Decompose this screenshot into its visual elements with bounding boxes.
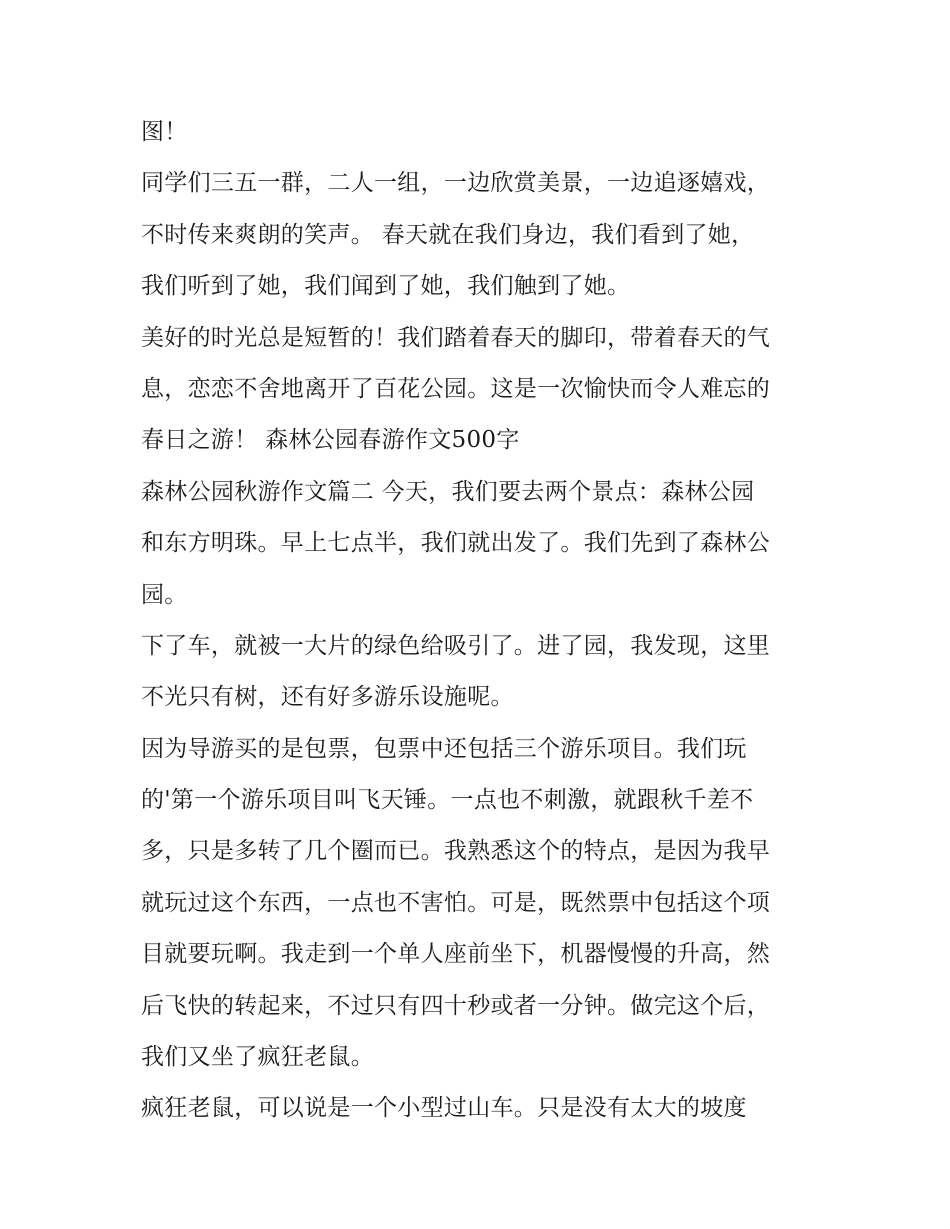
text-line: 因为导游买的是包票，包票中还包括三个游乐项目。我们玩 <box>141 735 747 762</box>
text-line: 春日之游！ 森林公园春游作文500字 <box>141 427 520 454</box>
text-line: 疯狂老鼠，可以说是一个小型过山车。只是没有太大的坡度 <box>141 1095 747 1122</box>
text-line: 目就要玩啊。我走到一个单人座前坐下，机器慢慢的升高，然 <box>141 941 771 968</box>
text-line: 多，只是多转了几个圈而已。我熟悉这个的特点，是因为我早 <box>141 838 771 865</box>
text-line: 和东方明珠。早上七点半，我们就出发了。我们先到了森林公 <box>141 530 771 557</box>
text-line: 我们听到了她，我们闻到了她，我们触到了她。 <box>141 273 631 300</box>
text-line: 我们又坐了疯狂老鼠。 <box>141 1044 374 1071</box>
text-line: 的'第一个游乐项目叫飞天锤。一点也不刺激，就跟秋千差不 <box>141 787 754 814</box>
text-line: 不时传来爽朗的笑声。 春天就在我们身边，我们看到了她， <box>141 221 755 248</box>
text-line: 同学们三五一群，二人一组，一边欣赏美景，一边追逐嬉戏， <box>141 170 771 197</box>
text-line: 森林公园秋游作文篇二 今天，我们要去两个景点：森林公园 <box>141 478 755 505</box>
text-line: 图！ <box>141 119 188 145</box>
text-line: 不光只有树，还有好多游乐设施呢。 <box>141 684 514 711</box>
text-line: 息，恋恋不舍地离开了百花公园。这是一次愉快而令人难忘的 <box>141 375 771 402</box>
text-line: 美好的时光总是短暂的！我们踏着春天的脚印，带着春天的气 <box>141 324 771 351</box>
text-line: 园。 <box>141 581 188 608</box>
text-line: 就玩过这个东西，一点也不害怕。可是，既然票中包括这个项 <box>141 889 771 916</box>
body-text <box>141 107 821 1135</box>
text-line: 后飞快的转起来，不过只有四十秒或者一分钟。做完这个后， <box>141 992 771 1019</box>
text-line: 下了车，就被一大片的绿色给吸引了。进了园，我发现，这里 <box>141 632 771 659</box>
